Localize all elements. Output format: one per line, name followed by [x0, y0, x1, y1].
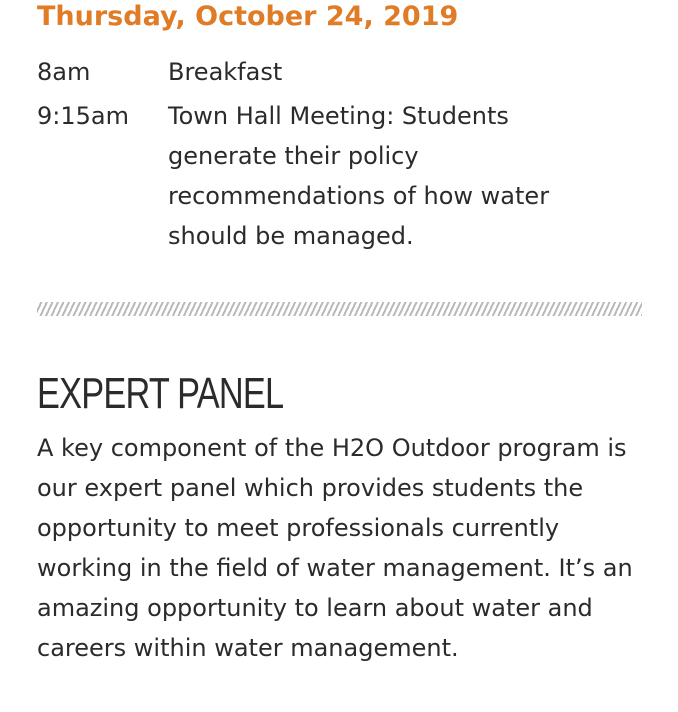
schedule-item-event: Town Hall Meeting: Students generate their policy recommendations of how water should be managed. [168, 102, 550, 250]
schedule-item-time: 8am [37, 58, 91, 86]
hatched-divider [37, 302, 642, 316]
expert-panel-heading: EXPERT PANEL [37, 369, 284, 418]
schedule-item-event: Breakfast [168, 58, 283, 86]
schedule-item [37, 96, 647, 256]
schedule-item-time: 9:15am [37, 102, 129, 130]
schedule-list [37, 52, 647, 260]
schedule-item [37, 52, 647, 92]
schedule-day-title: Thursday, October 24, 2019 [37, 1, 459, 32]
expert-panel-description: A key component of the H2O Outdoor program is our expert panel which provides students the opportunity to meet professionals currently working in the field of water management. It’s an amazing opportunity to learn about water and careers within water management. [37, 434, 633, 662]
